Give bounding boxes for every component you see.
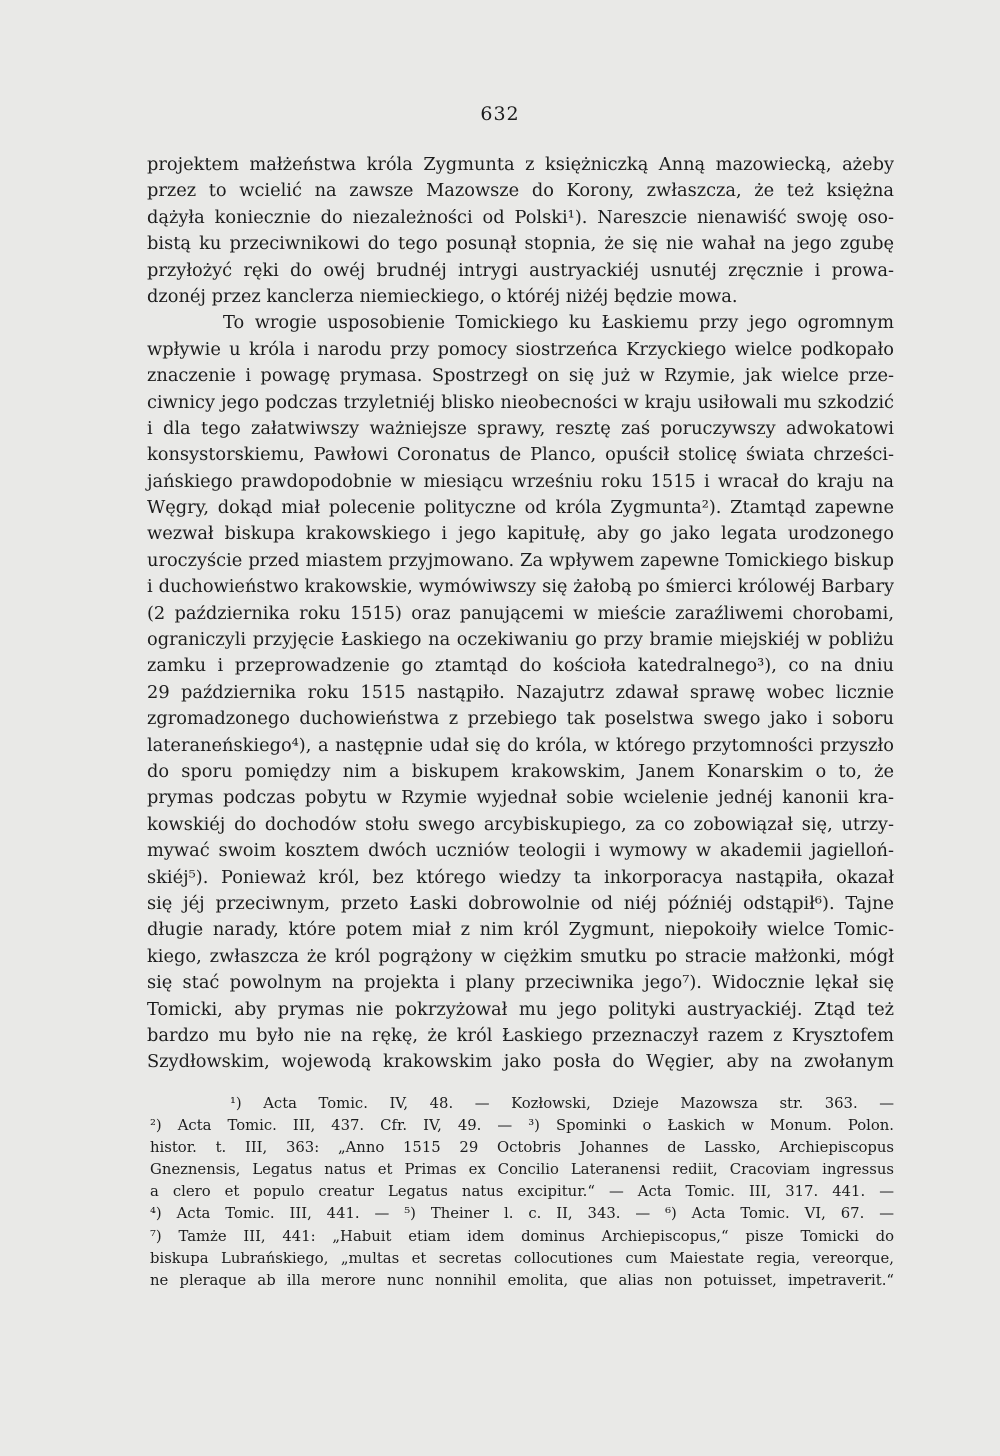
text-line: projektem małżeństwa króla Zygmunta z księżniczką Anną mazowiecką, ażeby	[147, 154, 894, 175]
text-line: konsystorskiemu, Pawłowi Coronatus de Planco, opuścił stolicę świata chrześci-	[147, 444, 894, 466]
text-line: przez to wcielić na zawsze Mazowsze do Korony, zwłaszcza, że też księżna	[147, 180, 894, 202]
footnotes	[150, 1093, 894, 1292]
footnote-line: ⁴) Acta Tomic. III, 441. — ⁵) Theiner l. c. II, 343. — ⁶) Acta Tomic. VI, 67. —	[150, 1205, 894, 1223]
text-line: skiéj⁵). Ponieważ król, bez którego wiedzy ta inkorporacya nastąpiła, okazał	[147, 866, 894, 888]
footnote-line: ⁷) Tamże III, 441: „Habuit etiam idem dominus Archiepiscopus,“ pisze Tomicki do	[150, 1227, 894, 1245]
text-line: się stać powolnym na projekta i plany przeciwnika jego⁷). Widocznie lękał się	[147, 972, 894, 994]
text-line: dzonéj przez kanclerza niemieckiego, o któréj niżéj będzie mowa.	[147, 285, 738, 307]
page-number: 632	[480, 103, 520, 125]
text-line: przyłożyć ręki do owéj brudnéj intrygi austryackiéj usnutéj zręcznie i prowa-	[147, 259, 894, 281]
text-line: lateraneńskiego⁴), a następnie udał się do króla, w którego przytomności przyszło	[147, 734, 894, 756]
text-line: się jéj przeciwnym, przeto Łaski dobrowolnie od niéj późniéj odstąpił⁶). Tajne	[147, 892, 894, 914]
text-line: kiego, zwłaszcza że król pogrążony w ciężkim smutku po stracie małżonki, mógł	[147, 945, 894, 967]
text-line: zgromadzonego duchowieństwa z przebiego tak poselstwa swego jako i soboru	[147, 708, 894, 730]
text-line: bistą ku przeciwnikowi do tego posunął stopnia, że się nie wahał na jego zgubę	[147, 233, 894, 255]
footnote-line: a clero et populo creatur Legatus natus excipitur.“ — Acta Tomic. III, 317. 441. —	[150, 1183, 894, 1201]
text-line: dążyła koniecznie do niezależności od Polski¹). Nareszcie nienawiść swoję oso-	[147, 206, 894, 228]
text-line: prymas podczas pobytu w Rzymie wyjednał sobie wcielenie jednéj kanonii kra-	[147, 787, 894, 809]
text-line: do sporu pomiędzy nim a biskupem krakowskim, Janem Konarskim o to, że	[147, 760, 894, 782]
footnote-line: Gneznensis, Legatus natus et Primas ex Concilio Lateranensi rediit, Cracoviam ingressus	[150, 1161, 894, 1179]
text-line: i duchowieństwo krakowskie, wymówiwszy się żałobą po śmierci królowéj Barbary	[147, 576, 894, 598]
text-line: (2 października roku 1515) oraz panującemi w mieście zaraźliwemi chorobami,	[147, 602, 894, 624]
text-line: mywać swoim kosztem dwóch uczniów teologii i wymowy w akademii jagielloń-	[147, 840, 894, 862]
text-line: Szydłowskim, wojewodą krakowskim jako posła do Węgier, aby na zwołanym	[147, 1051, 894, 1073]
text-line: Tomicki, aby prymas nie pokrzyżował mu jego polityki austryackiéj. Ztąd też	[147, 998, 894, 1020]
text-line: jańskiego prawdopodobnie w miesiącu wrześniu roku 1515 i wracał do kraju na	[147, 470, 894, 492]
text-line: uroczyście przed miastem przyjmowano. Za wpływem zapewne Tomickiego biskup	[147, 549, 894, 571]
text-line: ograniczyli przyjęcie Łaskiego na oczekiwaniu go przy bramie miejskiéj w pobliżu	[147, 629, 894, 651]
text-line: wezwał biskupa krakowskiego i jego kapitułę, aby go jako legata urodzonego	[147, 523, 894, 545]
footnote-line: ¹) Acta Tomic. IV, 48. — Kozłowski, Dzieje Mazowsza str. 363. —	[230, 1095, 894, 1112]
text-line: ciwnicy jego podczas trzyletniéj blisko nieobecności w kraju usiłowali mu szkodzić	[147, 391, 894, 413]
text-line: zamku i przeprowadzenie go ztamtąd do kościoła katedralnego³), co na dniu	[147, 655, 894, 677]
footnote-line: ²) Acta Tomic. III, 437. Cfr. IV, 49. — ³) Spominki o Łaskich w Monum. Polon.	[150, 1117, 894, 1135]
text-line: 29 października roku 1515 nastąpiło. Nazajutrz zdawał sprawę wobec licznie	[147, 681, 894, 703]
text-line: wpływie u króla i narodu przy pomocy siostrzeńca Krzyckiego wielce podkopało	[147, 338, 894, 360]
text-line: To wrogie usposobienie Tomickiego ku Łaskiemu przy jego ogromnym	[223, 312, 894, 334]
footnote-line: biskupa Lubrańskiego, „multas et secretas collocutiones cum Maiestate regia, vereorque,	[150, 1249, 894, 1267]
footnote-line: histor. t. III, 363: „Anno 1515 29 Octobris Johannes de Lassko, Archiepiscopus	[150, 1139, 894, 1157]
main-text	[147, 152, 894, 1076]
text-line: bardzo mu było nie na rękę, że król Łaskiego przeznaczył razem z Krysztofem	[147, 1024, 894, 1046]
text-line: znaczenie i powagę prymasa. Spostrzegł on się już w Rzymie, jak wielce prze-	[147, 365, 894, 387]
text-line: Węgry, dokąd miał polecenie polityczne od króla Zygmunta²). Ztamtąd zapewne	[147, 497, 894, 519]
text-line: i dla tego załatwiwszy ważniejsze sprawy, resztę zaś poruczywszy adwokatowi	[147, 417, 894, 439]
text-line: kowskiéj do dochodów stołu swego arcybiskupiego, za co zobowiązał się, utrzy-	[147, 813, 894, 835]
text-line: długie narady, które potem miał z nim król Zygmunt, niepokoiły wielce Tomic-	[147, 919, 894, 941]
footnote-line: ne pleraque ab illa merore nunc nonnihil emolita, que alias non potuisset, impetraverit.“	[150, 1271, 894, 1289]
